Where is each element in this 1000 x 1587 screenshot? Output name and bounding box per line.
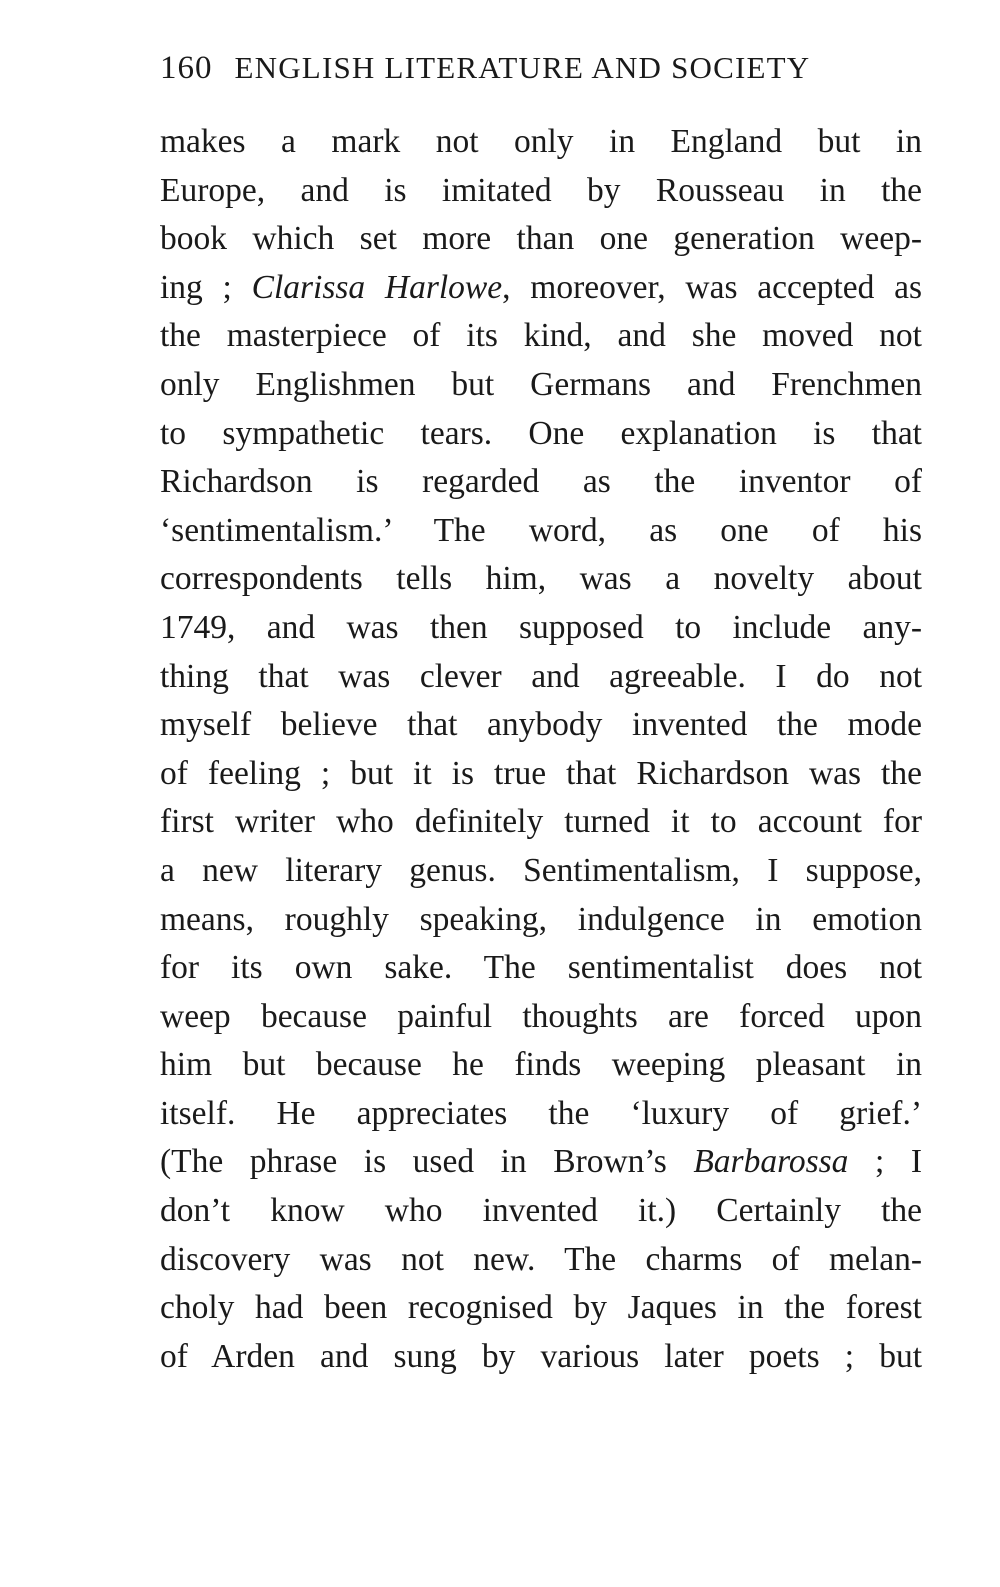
text-segment: makes a mark not only in England but in (160, 123, 922, 160)
text-segment: of feeling ; but it is true that Richardson was the (160, 754, 922, 792)
text-line (160, 555, 922, 604)
text-segment: him but because he finds weeping pleasant in (160, 1046, 922, 1084)
text-line (160, 701, 922, 750)
text-segment: choly had been recognised by Jaques in the forest (160, 1289, 922, 1327)
text-segment: weep because painful thoughts are forced upon (160, 997, 922, 1035)
text-line (160, 1236, 922, 1285)
text-segment: 1749, and was then supposed to include any- (160, 608, 922, 646)
text-line (160, 798, 922, 847)
text-segment: Richardson is regarded as the inventor of (160, 463, 922, 501)
text-line (160, 1187, 922, 1236)
text-line (160, 1090, 922, 1139)
italic-title: Clarissa Harlowe (251, 268, 503, 306)
body-text (160, 118, 922, 1381)
text-segment: ‘sentimentalism.’ The word, as one of his (160, 511, 922, 549)
text-line (160, 215, 922, 264)
italic-title: Barbarossa (693, 1143, 849, 1181)
text-segment: myself believe that anybody invented the mode (160, 706, 922, 744)
text-segment: ; I (848, 1143, 922, 1181)
text-segment: only Englishmen but Germans and Frenchmen (160, 365, 922, 403)
text-segment: a new literary genus. Sentimentalism, I suppose, (160, 851, 922, 889)
text-segment: first writer who definitely turned it to account for (160, 803, 922, 841)
text-line (160, 507, 922, 556)
text-line (160, 993, 922, 1042)
text-segment: of Arden and sung by various later poets ; but (160, 1337, 922, 1375)
text-line (160, 312, 922, 361)
text-segment: for its own sake. The sentimentalist does not (160, 949, 922, 987)
text-segment: , moreover, was accepted as (502, 268, 922, 306)
text-line (160, 167, 922, 216)
text-segment: ing ; (160, 268, 252, 306)
running-head (160, 50, 922, 94)
text-segment: to sympathetic tears. One explanation is that (160, 414, 922, 452)
text-segment: means, roughly speaking, indulgence in emotion (160, 900, 922, 938)
text-line (160, 1284, 922, 1333)
text-line (160, 264, 922, 313)
text-segment: book which set more than one generation weep- (160, 220, 922, 258)
text-line (160, 410, 922, 459)
text-line (160, 1041, 922, 1090)
text-line (160, 653, 922, 702)
text-line (160, 896, 922, 945)
text-line (160, 1138, 922, 1187)
text-line (160, 604, 922, 653)
text-line (160, 458, 922, 507)
text-segment: (The phrase is used in Brown’s (160, 1143, 694, 1181)
text-segment: don’t know who invented it.) Certainly the (160, 1192, 922, 1230)
text-segment: the masterpiece of its kind, and she moved not (160, 317, 922, 355)
text-line (160, 847, 922, 896)
text-line (160, 944, 922, 993)
text-line (160, 361, 922, 410)
book-title: ENGLISH LITERATURE AND SOCIETY (234, 50, 811, 85)
text-segment: thing that was clever and agreeable. I do not (160, 657, 922, 695)
text-segment: discovery was not new. The charms of melan- (160, 1240, 922, 1278)
text-segment: correspondents tells him, was a novelty about (160, 560, 922, 598)
text-line (160, 1333, 922, 1382)
text-line (160, 118, 922, 167)
text-line (160, 750, 922, 799)
text-segment: Europe, and is imitated by Rousseau in the (160, 171, 922, 209)
page-number: 160 (160, 50, 213, 86)
text-segment: itself. He appreciates the ‘luxury of grief.’ (160, 1094, 922, 1132)
